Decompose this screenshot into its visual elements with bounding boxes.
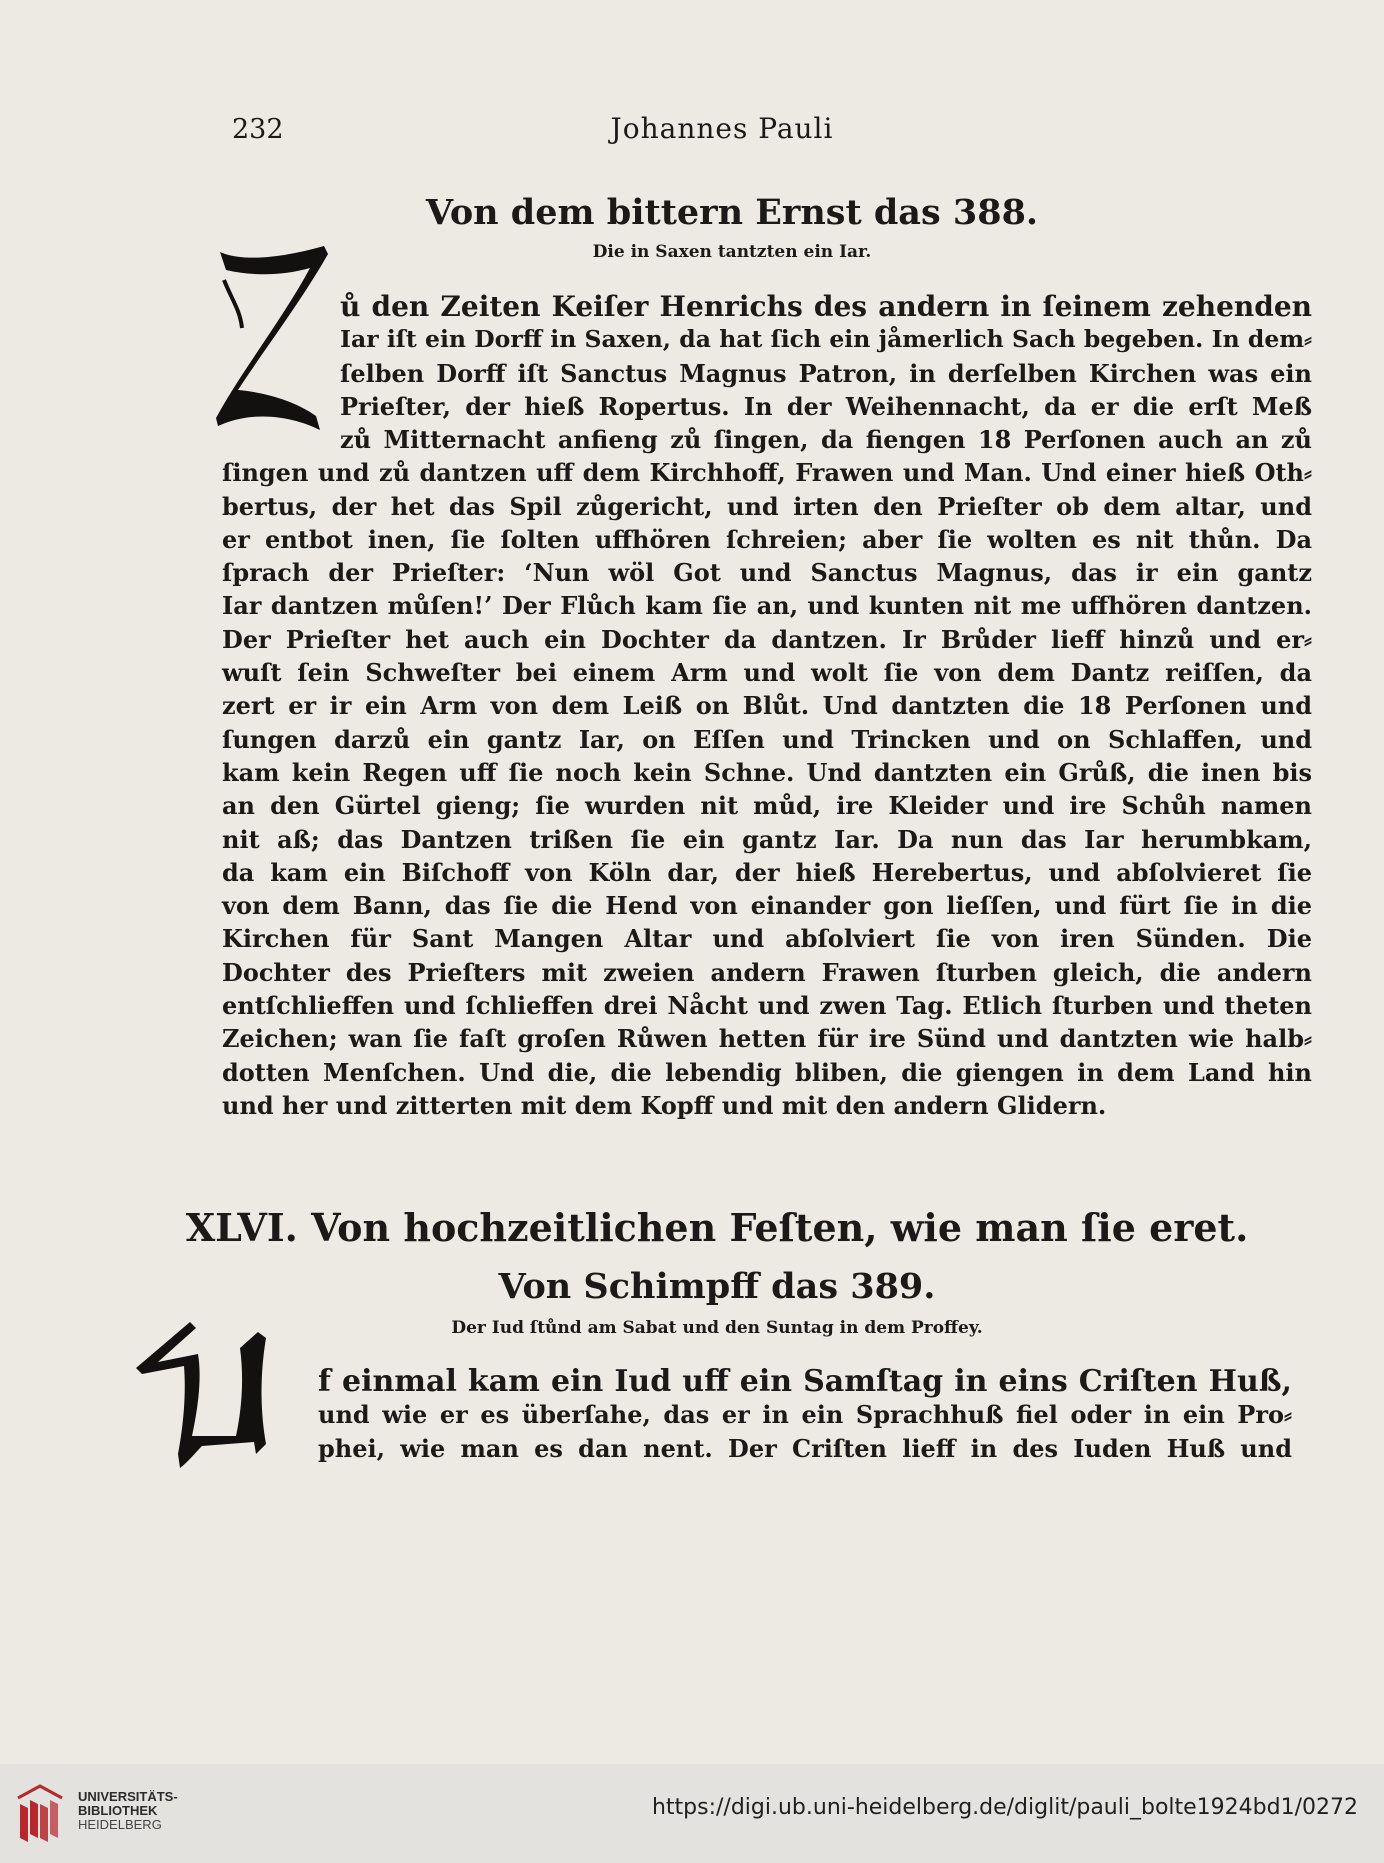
text-line: wuſt ſein Schweſter bei einem Arm und wolt ſie von dem Dantz reiſſen, da [222, 658, 1312, 688]
section-title-389: Von Schimpff das 389. [498, 1266, 936, 1307]
section-subtitle-389: Der Iud ſtůnd am Sabat und den Suntag in dem Proffey. [451, 1318, 983, 1338]
text-line: phei, wie man es dan nent. Der Criſten lieff in des Iuden Huß und [318, 1433, 1292, 1463]
footer-bar [0, 1764, 1384, 1863]
university-library-logo-icon[interactable] [14, 1784, 66, 1844]
text-line: f einmal kam ein Iud uff ein Samſtag in eins Criſten Huß, [318, 1364, 1292, 1399]
text-line: ſprach der Prieſter: ‘Nun wöl Got und Sanctus Magnus, das ir ein gantz [222, 558, 1312, 588]
text-line: zů Mitternacht anfieng zů ſingen, da fiengen 18 Perſonen auch an zů [340, 425, 1312, 454]
drop-cap-z [212, 240, 332, 440]
text-line: ſelben Dorff iſt Sanctus Magnus Patron, in derſelben Kirchen was ein [340, 358, 1312, 388]
paragraph-389 [318, 1365, 1292, 1465]
text-line: zert er ir ein Arm von dem Leiß on Blůt. Und dantzten die 18 Perſonen und [222, 691, 1312, 721]
text-line: und wie er es überſahe, das er in ein Sprachhuß fiel oder in ein Pro⸗ [318, 1400, 1292, 1430]
library-line-2: BIBLIOTHEK [78, 1803, 158, 1818]
text-line: da kam ein Biſchoff von Köln dar, der hieß Herebertus, und abſolvieret ſie [222, 857, 1312, 887]
text-line: ſingen und zů dantzen uff dem Kirchhoff, Frawen und Man. Und einer hieß Oth⸗ [222, 458, 1312, 488]
text-line: ſungen darzů ein gantz Iar, on Eſſen und Trincken und on Schlaffen, und [222, 724, 1312, 754]
section-title-388: Von dem bittern Ernst das 388. [425, 192, 1039, 233]
running-head [0, 108, 1384, 148]
text-line: er entbot inen, ſie ſolten uffhören ſchreien; aber ſie wolten es nit thůn. Da [222, 524, 1312, 554]
text-line: bertus, der het das Spil zůgericht, und irten den Prieſter ob dem altar, und [222, 491, 1312, 521]
text-line: Iar iſt ein Dorff in Saxen, da hat ſich ein jåmerlich Sach begeben. In dem⸗ [340, 325, 1312, 354]
text-line: kam kein Regen uff ſie noch kein Schne. Und dantzten ein Grůß, die inen bis [222, 757, 1312, 787]
text-line: Dochter des Prieſters mit zweien andern Frawen ſturben gleich, die andern [222, 957, 1312, 987]
text-line: dotten Menſchen. Und die, die lebendig bliben, die giengen in dem Land hin [222, 1057, 1312, 1087]
text-line: entſchlieffen und ſchlieffen drei Nåcht und zwen Tag. Etlich ſturben und theten [222, 991, 1312, 1021]
section-subtitle-388: Die in Saxen tantzten ein Iar. [592, 242, 872, 262]
library-line-3: HEIDELBERG [78, 1817, 162, 1832]
text-line: Prieſter, der hieß Ropertus. In der Weihennacht, da er die erſt Meß [340, 391, 1312, 421]
text-line: Zeichen; wan ſie faſt groſen Růwen hetten für ire Sünd und dantzten wie halb⸗ [222, 1024, 1312, 1054]
library-line-1: UNIVERSITÄTS- [78, 1789, 178, 1804]
text-line: an den Gürtel gieng; ſie wurden nit můd, ire Kleider und ire Schůh namen [222, 791, 1312, 821]
permalink-url[interactable]: https://digi.ub.uni-heidelberg.de/diglit/pauli_bolte1924bd1/0272 [651, 1795, 1358, 1820]
text-line: nit aß; das Dantzen trißen ſie ein gantz Iar. Da nun das Iar herumbkam, [222, 824, 1312, 854]
text-line: ů den Zeiten Keiſer Henrichs des andern in ſeinem zehenden [340, 290, 1312, 323]
paragraph-388-indented [340, 290, 1312, 423]
drop-cap-u [132, 1318, 322, 1468]
text-line: Der Prieſter het auch ein Dochter da dantzen. Ir Brůder lieff hinzů und er⸗ [222, 624, 1312, 654]
text-line: Iar dantzen můſen!’ Der Flůch kam ſie an, und kunten nit me uffhören dantzen. [222, 591, 1312, 621]
library-name[interactable] [78, 1790, 178, 1832]
text-line-last: und her und zitterten mit dem Kopff und mit den andern Glidern. [222, 1090, 1107, 1120]
chapter-title-xlvi: XLVI. Von hochzeitlichen Feſten, wie man ſie eret. [185, 1205, 1249, 1250]
text-line: von dem Bann, das ſie die Hend von einander gon lieſſen, und fürt ſie in die [222, 891, 1312, 921]
paragraph-388-body [222, 423, 1312, 1122]
running-title: Johannes Pauli [610, 112, 834, 145]
text-line: Kirchen für Sant Mangen Altar und abſolviert ſie von iren Sünden. Die [222, 924, 1312, 954]
page-number: 232 [232, 114, 284, 145]
